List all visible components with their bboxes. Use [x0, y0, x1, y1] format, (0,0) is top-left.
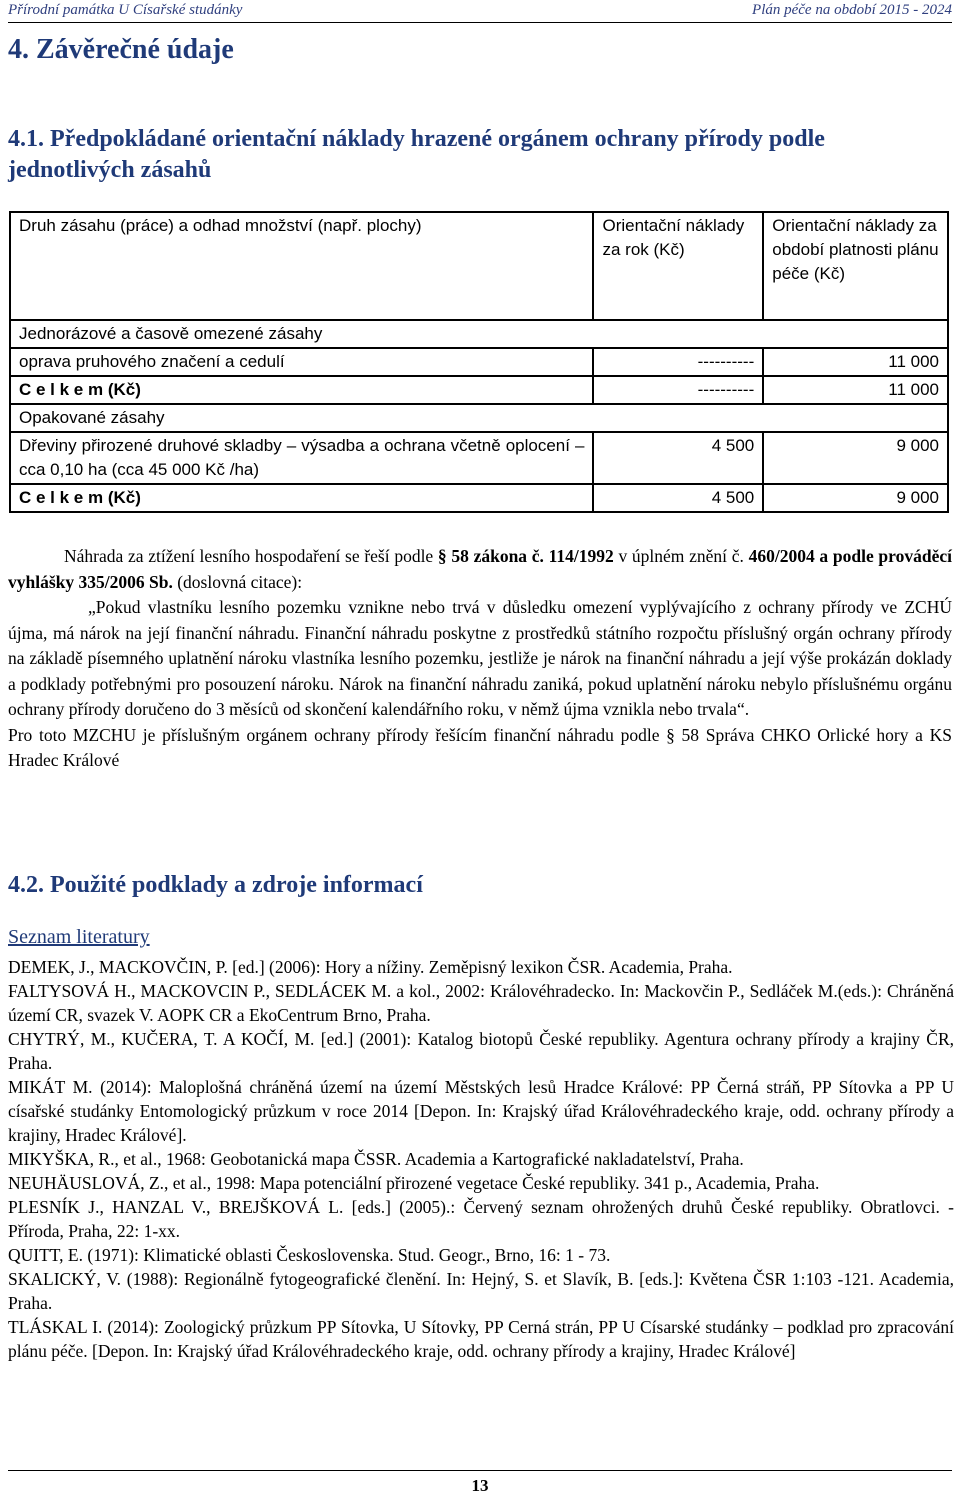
header-plan-period: Plán péče na období 2015 - 2024 — [752, 2, 952, 18]
total-period: 9 000 — [763, 484, 948, 512]
table-group-row — [10, 320, 948, 348]
table-header-row — [10, 212, 948, 320]
section-title: 4. Závěrečné údaje — [8, 34, 234, 65]
literature-list — [8, 955, 954, 1363]
row-period: 9 000 — [763, 432, 948, 484]
header-period-costs: Orientační náklady za období platnosti plánu péče (Kč) — [763, 212, 948, 320]
page-number: 13 — [471, 1476, 489, 1495]
table-total-row — [10, 484, 948, 512]
list-item: MIKYŠKA, R., et al., 1968: Geobotanická mapa ČSSR. Academia a Kartografické nakladatelství, Praha. — [8, 1149, 744, 1169]
subsection-sources-title: 4.2. Použité podklady a zdroje informací — [8, 872, 423, 898]
row-yearly: ---------- — [593, 348, 763, 376]
table-total-row — [10, 376, 948, 404]
group-one-time: Jednorázové a časově omezené zásahy — [10, 320, 948, 348]
header-work-type: Druh zásahu (práce) a odhad množství (např. plochy) — [10, 212, 593, 320]
total-period: 11 000 — [763, 376, 948, 404]
note-legal-basis — [8, 544, 952, 595]
header-document-title: Přírodní památka U Císařské studánky — [8, 2, 243, 18]
note-text: Náhrada za ztížení lesního hospodaření se řeší podle — [64, 546, 438, 566]
list-item: NEUHÄUSLOVÁ, Z., et al., 1998: Mapa potenciální přirozené vegetace České republiky. 341 p., Academia, Praha. — [8, 1173, 820, 1193]
table-row — [10, 348, 948, 376]
list-item: FALTYSOVÁ H., MACKOVCIN P., SEDLÁCEK M. a kol., 2002: Královéhradecko. In: Mackovčin P., Sedláček M.(eds.): Chráněná území CR, svazek V. AOPK CR a EkoCentrum Brno, Praha. — [8, 981, 954, 1025]
total-yearly: 4 500 — [593, 484, 763, 512]
total-label: C e l k e m (Kč) — [10, 376, 593, 404]
subsection-costs-title: 4.1. Předpokládané orientační náklady hrazené orgánem ochrany přírody podle jednotlivých zásahů — [8, 126, 825, 183]
note-responsible-body: Pro toto MZCHU je příslušným orgánem ochrany přírody řešícím finanční náhradu podle § 58 Správa CHKO Orlické hory a KS Hradec Králové — [8, 724, 952, 770]
note-law-reference: § 58 zákona č. 114/1992 — [437, 546, 614, 566]
footer-divider — [8, 1470, 952, 1471]
list-item: PLESNÍK J., HANZAL V., BREJŠKOVÁ L. [eds.] (2005).: Červený seznam ohrožených druhů České republiky. Obratlovci. - Příroda, Praha, 22: 1-xx. — [8, 1197, 954, 1241]
list-item: SKALICKÝ, V. (1988): Regionálně fytogeografické členění. In: Hejný, S. et Slavík, B. [eds.]: Květena ČSR 1:103 -121. Academia, Praha. — [8, 1269, 954, 1313]
note-law-number: 460/2004 — [748, 546, 815, 566]
row-period: 11 000 — [763, 348, 948, 376]
row-label: oprava pruhového značení a cedulí — [10, 348, 593, 376]
total-label: C e l k e m (Kč) — [10, 484, 593, 512]
compensation-note — [8, 544, 952, 774]
row-yearly: 4 500 — [593, 432, 763, 484]
note-text: v úplném znění č. — [613, 546, 749, 566]
list-item: CHYTRÝ, M., KUČERA, T. A KOČÍ, M. [ed.] (2001): Katalog biotopů České republiky. Agentura ochrany přírody a krajiny ČR, Praha. — [8, 1029, 954, 1073]
table-group-row — [10, 404, 948, 432]
page-header — [8, 0, 952, 23]
total-yearly: ---------- — [593, 376, 763, 404]
list-item: QUITT, E. (1971): Klimatické oblasti Československa. Stud. Geogr., Brno, 16: 1 - 73. — [8, 1245, 611, 1265]
table-row — [10, 432, 948, 484]
literature-heading: Seznam literatury — [8, 926, 150, 948]
note-decree-reference: a podle prováděcí vyhlášky 335/2006 Sb. — [8, 546, 952, 592]
header-yearly-costs: Orientační náklady za rok (Kč) — [593, 212, 763, 320]
costs-table — [9, 211, 949, 513]
row-label: Dřeviny přirozené druhové skladby – výsadba a ochrana včetně oplocení – cca 0,10 ha (cca 45 000 Kč /ha) — [10, 432, 593, 484]
list-item: TLÁSKAL I. (2014): Zoologický průzkum PP Sítovka, U Sítovky, PP Cerná strán, PP U Císarské studánky – podklad pro zpracování plánu péče. [Depon. In: Krajský úřad Královéhradeckého kraje, odd. ochrany přírody a krajiny, Hradec Králové] — [8, 1317, 954, 1361]
list-item: DEMEK, J., MACKOVČIN, P. [ed.] (2006): Hory a nížiny. Zeměpisný lexikon ČSR. Academia, Praha. — [8, 957, 733, 977]
group-repeated: Opakované zásahy — [10, 404, 948, 432]
list-item: MIKÁT M. (2014): Maloplošná chráněná území na území Městských lesů Hradce Králové: PP Černá stráň, PP Sítovka a PP U císařské studánky Entomologický průzkum v roce 2014 [Depon. In: Krajský úřad Královéhradeckého kraje, odd. ochrany přírody a krajiny, Hradec Králové]. — [8, 1077, 954, 1145]
note-text: (doslovná citace): — [172, 571, 303, 592]
note-quote: „Pokud vlastníku lesního pozemku vznikne nebo trvá v důsledku omezení vyplývajícího z ochrany přírody ve ZCHÚ újma, má nárok na její finanční náhradu. Finanční náhradu poskytne z prostředků státního rozpočtu příslušný orgán ochrany přírody na základě písemného uplatnění nároku vlastníka lesního pozemku, jestliže je nárok na finanční náhradu a její výše prokázán doklady a podklady potřebnými pro posouzení nároku. Nárok na finanční náhradu zaniká, pokud uplatnění nároku nebylo příslušnému orgánu ochrany přírody doručeno do 3 měsíců od skončení kalendářního roku, v němž újma vznikla nebo trvala“. — [8, 597, 952, 719]
